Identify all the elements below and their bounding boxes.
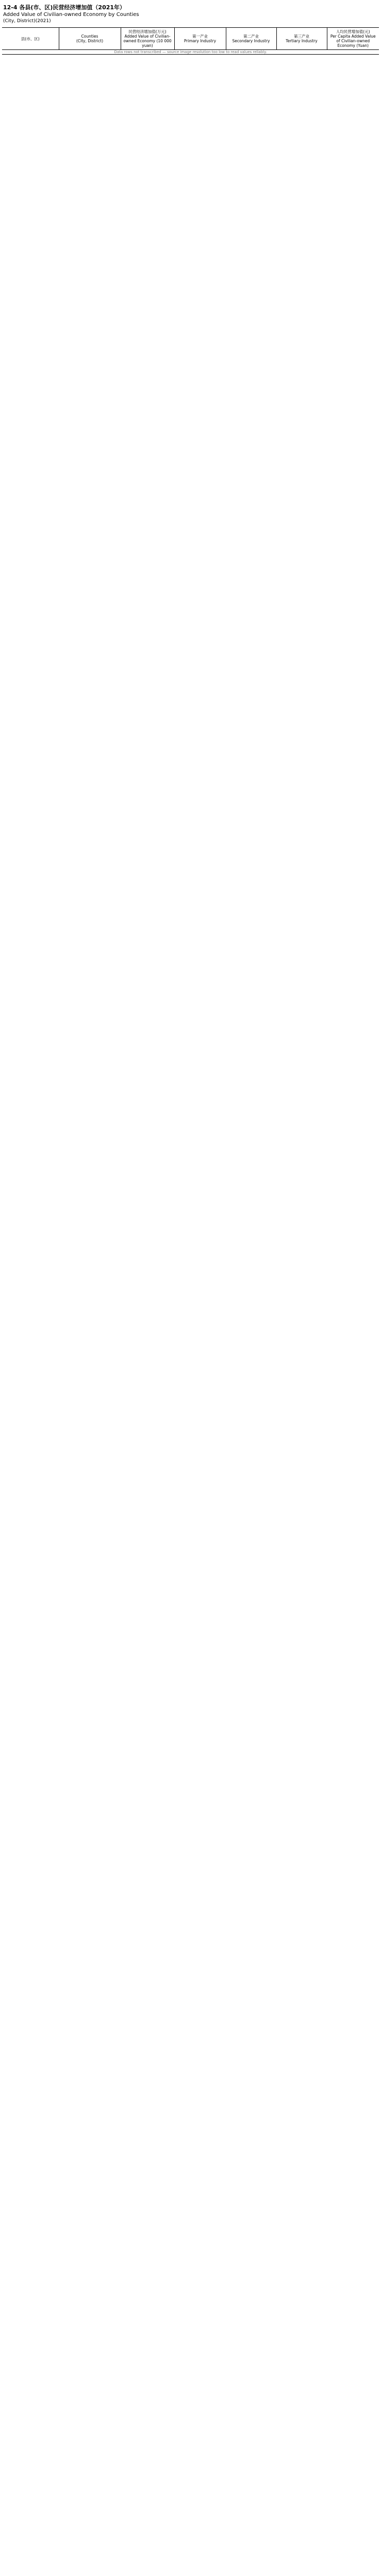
header-row <box>2 28 379 50</box>
data-table <box>2 27 379 55</box>
header-cell: 第二产业 Secondary Industry <box>226 28 276 50</box>
header-cell: 第三产业 Tertiary Industry <box>276 28 327 50</box>
table-title-en: Added Value of Civilian-owned Economy by Counties <box>3 12 139 18</box>
header-cell: 人均民营增加值(元) Per Capita Added Value of Civilian-owned Economy (Yuan) <box>327 28 379 50</box>
header-cell: Counties (City, District) <box>59 28 121 50</box>
header-cell: 第一产业 Primary Industry <box>174 28 226 50</box>
title-block <box>2 2 379 27</box>
table-body <box>2 50 379 55</box>
header-cell: 民营经济增加值(万元) Added Value of Civilian-owned Economy (10 000 yuan) <box>121 28 174 50</box>
transcription-notice: Data rows not transcribed — source image resolution too low to read values reliably. <box>114 50 267 54</box>
table-title-cn: 12-4 各县(市、区)民营经济增加值（2021年） <box>3 4 126 11</box>
table-subtitle: (City, District)(2021) <box>3 19 51 24</box>
statistical-page <box>2 2 379 55</box>
header-cell: 县(市、区) <box>2 28 59 50</box>
